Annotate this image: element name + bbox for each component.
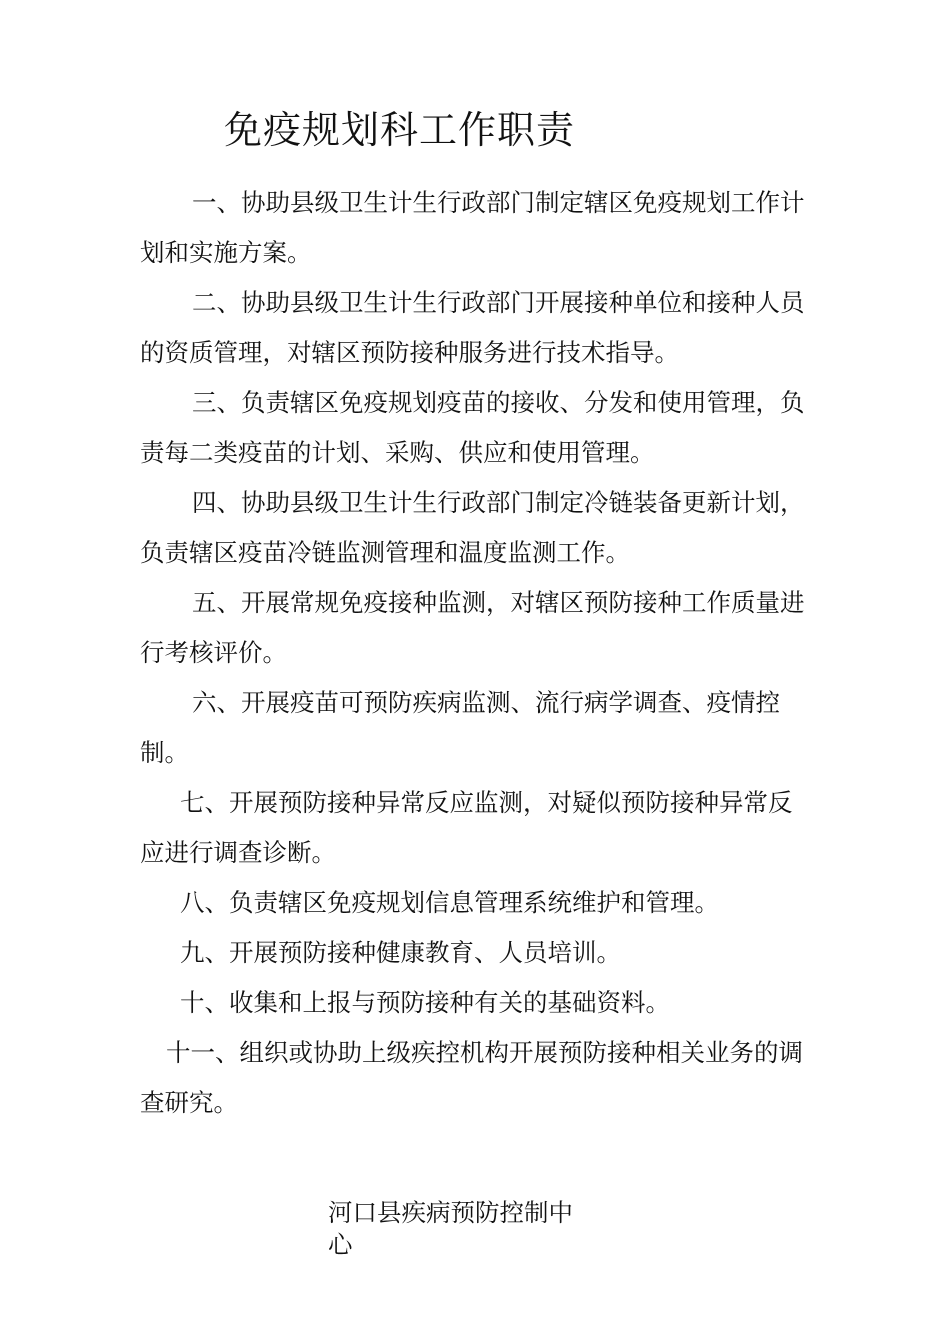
duty-item-9: 九、开展预防接种健康教育、人员培训。 (180, 938, 621, 967)
duty-item-1: 一、协助县级卫生计生行政部门制定辖区免疫规划工作计划和实施方案。 (140, 188, 805, 267)
document-title: 免疫规划科工作职责 (224, 108, 576, 152)
duty-item-6: 六、开展疫苗可预防疾病监测、流行病学调查、疫情控制。 (140, 688, 780, 767)
duty-item-2: 二、协助县级卫生计生行政部门开展接种单位和接种人员的资质管理，对辖区预防接种服务进行技术指导。 (140, 288, 805, 367)
duty-item-5: 五、开展常规免疫接种监测，对辖区预防接种工作质量进行考核评价。 (140, 588, 805, 667)
duty-item-10: 十、收集和上报与预防接种有关的基础资料。 (180, 988, 670, 1017)
duty-item-8: 八、负责辖区免疫规划信息管理系统维护和管理。 (180, 888, 719, 917)
duty-item-3: 三、负责辖区免疫规划疫苗的接收、分发和使用管理，负责每二类疫苗的计划、采购、供应和使用管理。 (140, 388, 805, 467)
duty-list (140, 178, 810, 1128)
duty-item-7: 七、开展预防接种异常反应监测，对疑似预防接种异常反应进行调查诊断。 (140, 788, 793, 867)
duty-item-4: 四、协助县级卫生计生行政部门制定冷链装备更新计划，负责辖区疫苗冷链监测管理和温度监测工作。 (140, 488, 805, 567)
duty-item-11: 十一、组织或协助上级疾控机构开展预防接种相关业务的调查研究。 (140, 1038, 803, 1117)
issuing-organization: 河口县疾病预防控制中心 (328, 1198, 573, 1259)
